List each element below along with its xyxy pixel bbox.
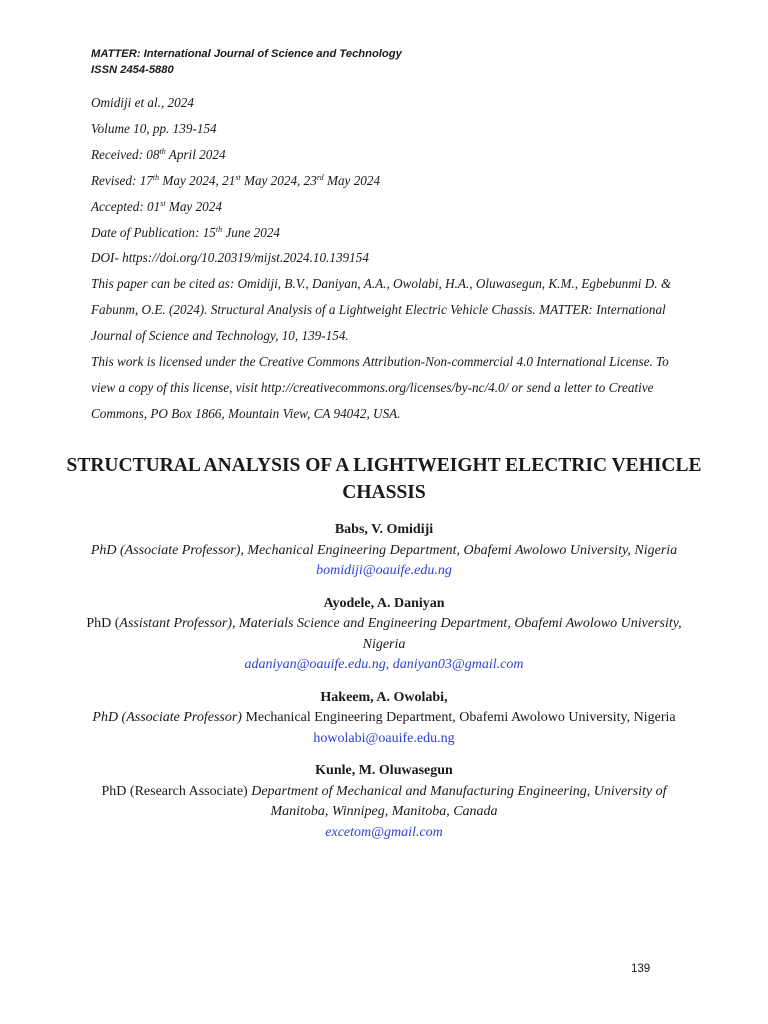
received-date: Received: 08th April 2024 (91, 146, 226, 162)
revised-dates: Revised: 17th May 2024, 21st May 2024, 23rd May 2024 (91, 172, 381, 188)
citation-text: This paper can be cited as: Omidiji, B.V., Daniyan, A.A., Owolabi, H.A., Oluwasegun, K.M., Egbebunmi D. & Fabunm, O.E. (2024). Structural Analysis of a Lightweight Electric Vehicle Chassis. MATTER: International Journal of Science and Technology, 10, 139-154. (91, 276, 672, 344)
paper-title: STRUCTURAL ANALYSIS OF A LIGHTWEIGHT ELECTRIC VEHICLE CHASSIS (66, 455, 702, 503)
volume-pages: Volume 10, pp. 139-154 (91, 120, 217, 136)
authors-short: Omidiji et al., 2024 (91, 95, 194, 110)
author-list (80, 520, 688, 855)
journal-issn: ISSN 2454-5880 (91, 64, 174, 76)
author-email[interactable]: adaniyan@oauife.edu.ng, daniyan03@gmail.com (244, 657, 524, 672)
accepted-date: Accepted: 01st May 2024 (91, 198, 222, 214)
journal-name: MATTER: International Journal of Science and Technology (91, 48, 402, 60)
author-affiliation: PhD (Research Associate) Department of Mechanical and Manufacturing Engineering, University of Manitoba, Winnipeg, Manitoba, Canada (101, 783, 667, 819)
author-block (80, 761, 688, 843)
author-email[interactable]: howolabi@oauife.edu.ng (313, 730, 455, 746)
author-name: Babs, V. Omidiji (334, 522, 434, 537)
author-block (80, 688, 688, 750)
author-name: Ayodele, A. Daniyan (323, 595, 445, 611)
author-name: Hakeem, A. Owolabi, (320, 689, 448, 705)
doi-link[interactable]: DOI- https://doi.org/10.20319/mijst.2024.10.139154 (91, 250, 369, 266)
page-number: 139 (631, 963, 651, 975)
author-affiliation: PhD (Associate Professor) Mechanical Engineering Department, Obafemi Awolowo University, Nigeria (92, 710, 676, 725)
article-metadata (91, 90, 691, 427)
author-affiliation: PhD (Associate Professor), Mechanical Engineering Department, Obafemi Awolowo University, Nigeria (90, 542, 678, 558)
publication-date: Date of Publication: 15th June 2024 (91, 224, 281, 240)
author-email[interactable]: bomidiji@oauife.edu.ng (316, 563, 452, 578)
author-block (80, 594, 688, 676)
author-name: Kunle, M. Oluwasegun (315, 763, 453, 778)
author-email[interactable]: excetom@gmail.com (325, 824, 443, 840)
author-affiliation: PhD (Assistant Professor), Materials Science and Engineering Department, Obafemi Awolowo University, Nigeria (86, 616, 682, 652)
journal-header (91, 46, 402, 78)
license-text: This work is licensed under the Creative Commons Attribution-Non-commercial 4.0 International License. To view a copy of this license, visit http://creativecommons.org/licenses/by-nc/4.0/ or send a letter to Creative Commons, PO Box 1866, Mountain View, CA 94042, USA. (91, 354, 669, 421)
author-block (80, 520, 688, 582)
